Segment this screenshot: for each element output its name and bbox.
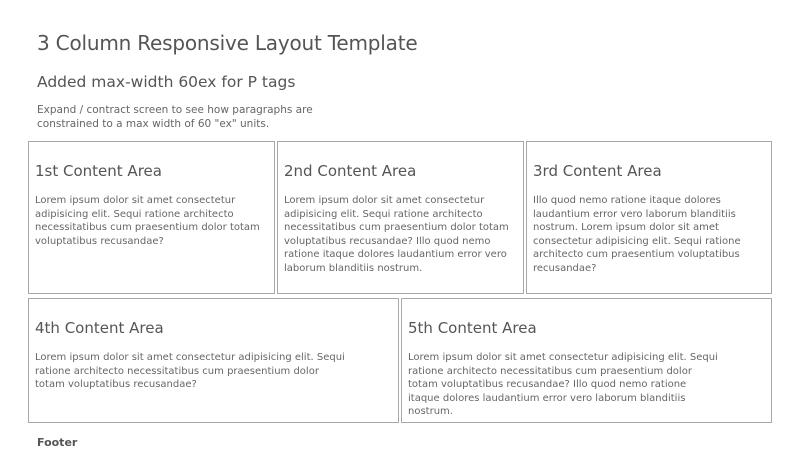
content-area-1 (28, 141, 275, 294)
content-area-3-text: Illo quod nemo ratione itaque dolores laudantium error vero laborum blanditiis nostrum. Lorem ipsum dolor sit amet consectetur adipisicing elit. Sequi ratione architecto cum praesentium voluptatibus recusandae? (533, 195, 741, 274)
content-area-3-title: 3rd Content Area (533, 162, 662, 180)
page-footer: Footer (37, 436, 78, 449)
content-area-1-title: 1st Content Area (35, 162, 162, 180)
content-area-2 (277, 141, 524, 294)
page-intro: Expand / contract screen to see how paragraphs are constrained to a max width of 60 "ex" units. (37, 104, 313, 130)
content-area-5-text: Lorem ipsum dolor sit amet consectetur adipisicing elit. Sequi ratione architecto necessitatibus cum praesentium dolor totam voluptatibus recusandae? Illo quod nemo ratione itaque dolores laudantium error vero laborum blanditiis nostrum. (408, 352, 718, 418)
content-area-1-text: Lorem ipsum dolor sit amet consectetur adipisicing elit. Sequi ratione architecto necessitatibus cum praesentium dolor totam voluptatibus recusandae? (35, 195, 260, 247)
content-area-2-title: 2nd Content Area (284, 162, 417, 180)
content-area-5-title: 5th Content Area (408, 319, 537, 337)
content-area-2-text: Lorem ipsum dolor sit amet consectetur adipisicing elit. Sequi ratione architecto necessitatibus cum praesentium dolor totam voluptatibus recusandae? Illo quod nemo ratione itaque dolores laudantium error vero laborum blanditiis nostrum. (284, 195, 509, 274)
content-area-4 (28, 298, 399, 423)
page-header (37, 30, 757, 130)
content-area-3 (526, 141, 772, 294)
page-title: 3 Column Responsive Layout Template (37, 31, 418, 55)
page-subtitle: Added max-width 60ex for P tags (37, 73, 296, 91)
content-area-4-text: Lorem ipsum dolor sit amet consectetur adipisicing elit. Sequi ratione architecto necessitatibus cum praesentium dolor totam voluptatibus recusandae? (35, 352, 345, 391)
content-area-4-title: 4th Content Area (35, 319, 164, 337)
content-area-5 (401, 298, 772, 423)
